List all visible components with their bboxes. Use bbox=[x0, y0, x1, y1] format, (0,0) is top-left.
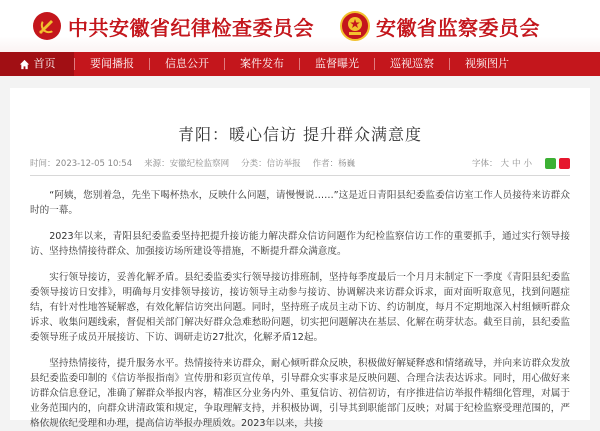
article-container bbox=[10, 88, 590, 429]
meta-author: 作者：杨巍 bbox=[312, 159, 356, 169]
nav-item-disclosure[interactable]: 信息公开 bbox=[165, 57, 209, 70]
meta-category: 分类：信访举报 bbox=[241, 159, 301, 169]
party-emblem-icon bbox=[32, 11, 62, 41]
cpc-logo[interactable] bbox=[32, 11, 314, 41]
nav-item-news[interactable]: 要闻播报 bbox=[90, 57, 134, 70]
font-size-control bbox=[469, 157, 532, 169]
article-paragraph: “阿姨，您别着急，先坐下喝杯热水，反映什么问题，请慢慢说……”这是近日青阳县纪委监委信访室工作人员接待来访群众时的一幕。 bbox=[30, 190, 570, 216]
cpc-title: 中共安徽省纪律检查委员会 bbox=[68, 15, 314, 40]
article-paragraph: 坚持热情接待，提升服务水平。热情接待来访群众，耐心倾听群众反映，积极做好解疑释惑和情绪疏导，并向来访群众发放县纪委监委印制的《信访举报指南》宣传册和彩页宣传单，引导群众实事求是反映问题、合理合法表达诉求。同时，用心做好来访群众信息登记，准确了解群众举报内容，精准区分业务内外、重复信访、初信初访，有序推进信访举报件精细化管理，对属于业务范围内的，向群众讲清政策和规定，争取理解支持，并积极协调，引导其到职能部门反映；对属于纪检监察受理范围的，严格依规依纪受理和办理，提高信访举报办理质效。2023年以来，共接 bbox=[30, 358, 570, 429]
nav-item-exposure[interactable]: 监督曝光 bbox=[315, 57, 359, 70]
nav-item-inspection[interactable]: 巡视巡察 bbox=[390, 57, 434, 70]
meta-time: 时间：2023-12-05 10:54 bbox=[30, 159, 133, 169]
font-medium-button[interactable]: 中 bbox=[511, 159, 521, 169]
share-buttons bbox=[542, 158, 570, 169]
meta-divider bbox=[30, 175, 570, 176]
nav-item-home[interactable] bbox=[0, 52, 74, 76]
font-small-button[interactable]: 小 bbox=[523, 159, 532, 169]
font-large-button[interactable]: 大 bbox=[500, 159, 509, 169]
home-icon bbox=[19, 59, 30, 70]
nav-item-media[interactable]: 视频图片 bbox=[465, 57, 509, 70]
article-paragraph: 2023年以来，青阳县纪委监委坚持把提升接访能力解决群众信访问题作为纪检监察信访工作的重要抓手，通过实行领导接访、坚持热情接待群众、加强接访场所建设等措施，不断提升群众满意度。 bbox=[30, 231, 570, 257]
national-emblem-icon bbox=[340, 11, 370, 41]
weibo-share-icon[interactable] bbox=[559, 158, 570, 169]
article-title: 青阳：暖心信访 提升群众满意度 bbox=[177, 125, 423, 144]
site-header bbox=[0, 0, 600, 52]
main-nav bbox=[0, 52, 600, 76]
article-body bbox=[30, 188, 570, 431]
nav-item-cases[interactable]: 案件发布 bbox=[240, 57, 284, 70]
supervision-title: 安徽省监察委员会 bbox=[376, 15, 540, 40]
font-size-label: 字体： bbox=[471, 159, 498, 169]
article-meta bbox=[30, 157, 570, 169]
wechat-share-icon[interactable] bbox=[545, 158, 556, 169]
supervision-logo[interactable] bbox=[340, 11, 540, 41]
meta-source: 来源：安徽纪检监察网 bbox=[144, 159, 230, 169]
nav-item-label: 首页 bbox=[33, 57, 56, 70]
article-paragraph: 实行领导接访，妥善化解矛盾。县纪委监委实行领导接访排班制，坚持每季度最后一个月月末制定下一季度《青阳县纪委监委领导接访日安排》，明确每月安排领导接访，接访领导主动参与接访、协调解决来访群众诉求，面对面听取意见，找到问题症结，有针对性地答疑解惑，有效化解信访突出问题。同时，坚持班子成员主动下访、约访制度，每月不定期地深入村组倾听群众诉求、收集问题线索，督促相关部门解决好群众急难愁盼问题，切实把问题解决在基层、化解在萌芽状态。截至目前，县纪委监委领导班子成员开展接访、下访、调研走访27批次，化解矛盾12起。 bbox=[30, 272, 570, 343]
